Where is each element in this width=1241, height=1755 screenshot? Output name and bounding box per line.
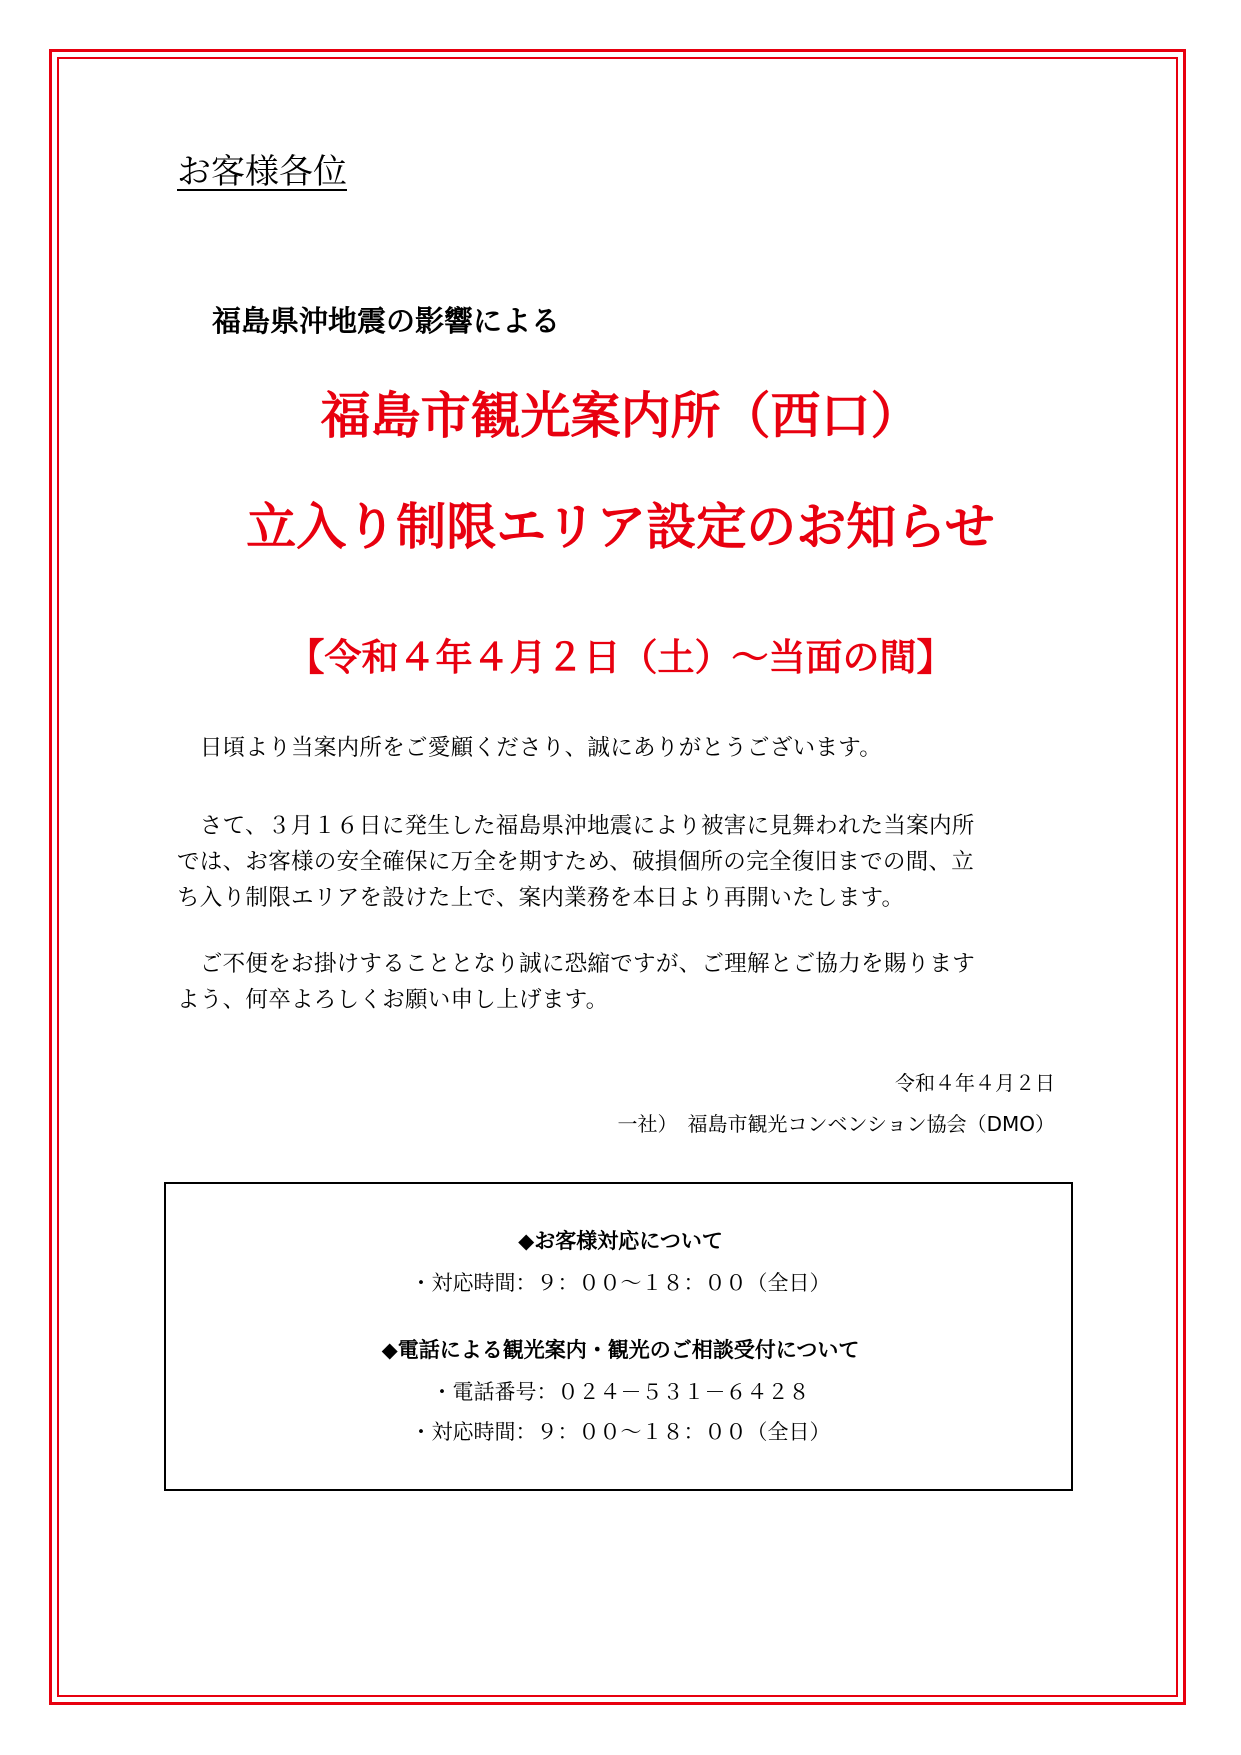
body-paragraph-3 [177,946,975,1018]
phone-service-heading: ◆電話による観光案内・観光のご相談受付について [381,1338,860,1362]
body-line: よう、何卒よろしくお願い申し上げます。 [177,987,609,1013]
notice-subtitle: 福島県沖地震の影響による [212,304,561,338]
notice-period: 【令和４年４月２日（土）～当面の間】 [287,636,954,679]
customer-service-hours: ・対応時間：９：００～１８：００（全日） [410,1271,831,1295]
notice-title-line1: 福島市観光案内所（西口） [320,387,921,445]
body-line: ち入り制限エリアを設けた上で、案内業務を本日より再開いたします。 [177,885,905,911]
phone-number: ・電話番号：０２４－５３１－６４２８ [431,1380,810,1404]
issue-date: 令和４年４月２日 [895,1071,1055,1095]
salutation: お客様各位 [177,152,347,192]
phone-service-hours: ・対応時間：９：００～１８：００（全日） [410,1420,831,1444]
body-line: ご不便をお掛けすることとなり誠に恐縮ですが、ご理解とご協力を賜ります [199,951,976,977]
body-line: 日頃より当案内所をご愛顧くださり、誠にありがとうございます。 [199,735,883,761]
customer-service-heading: ◆お客様対応について [518,1229,723,1253]
body-line: さて、３月１６日に発生した福島県沖地震により被害に見舞われた当案内所 [199,813,975,839]
body-line: では、お客様の安全確保に万全を期すため、破損個所の完全復旧までの間、立 [177,849,975,875]
body-paragraph-1 [177,730,882,766]
issuing-organization: 一社） 福島市観光コンベンション協会（DMO） [617,1112,1055,1136]
body-paragraph-2 [177,808,975,916]
notice-title-line2: 立入り制限エリア設定のお知らせ [246,498,995,556]
